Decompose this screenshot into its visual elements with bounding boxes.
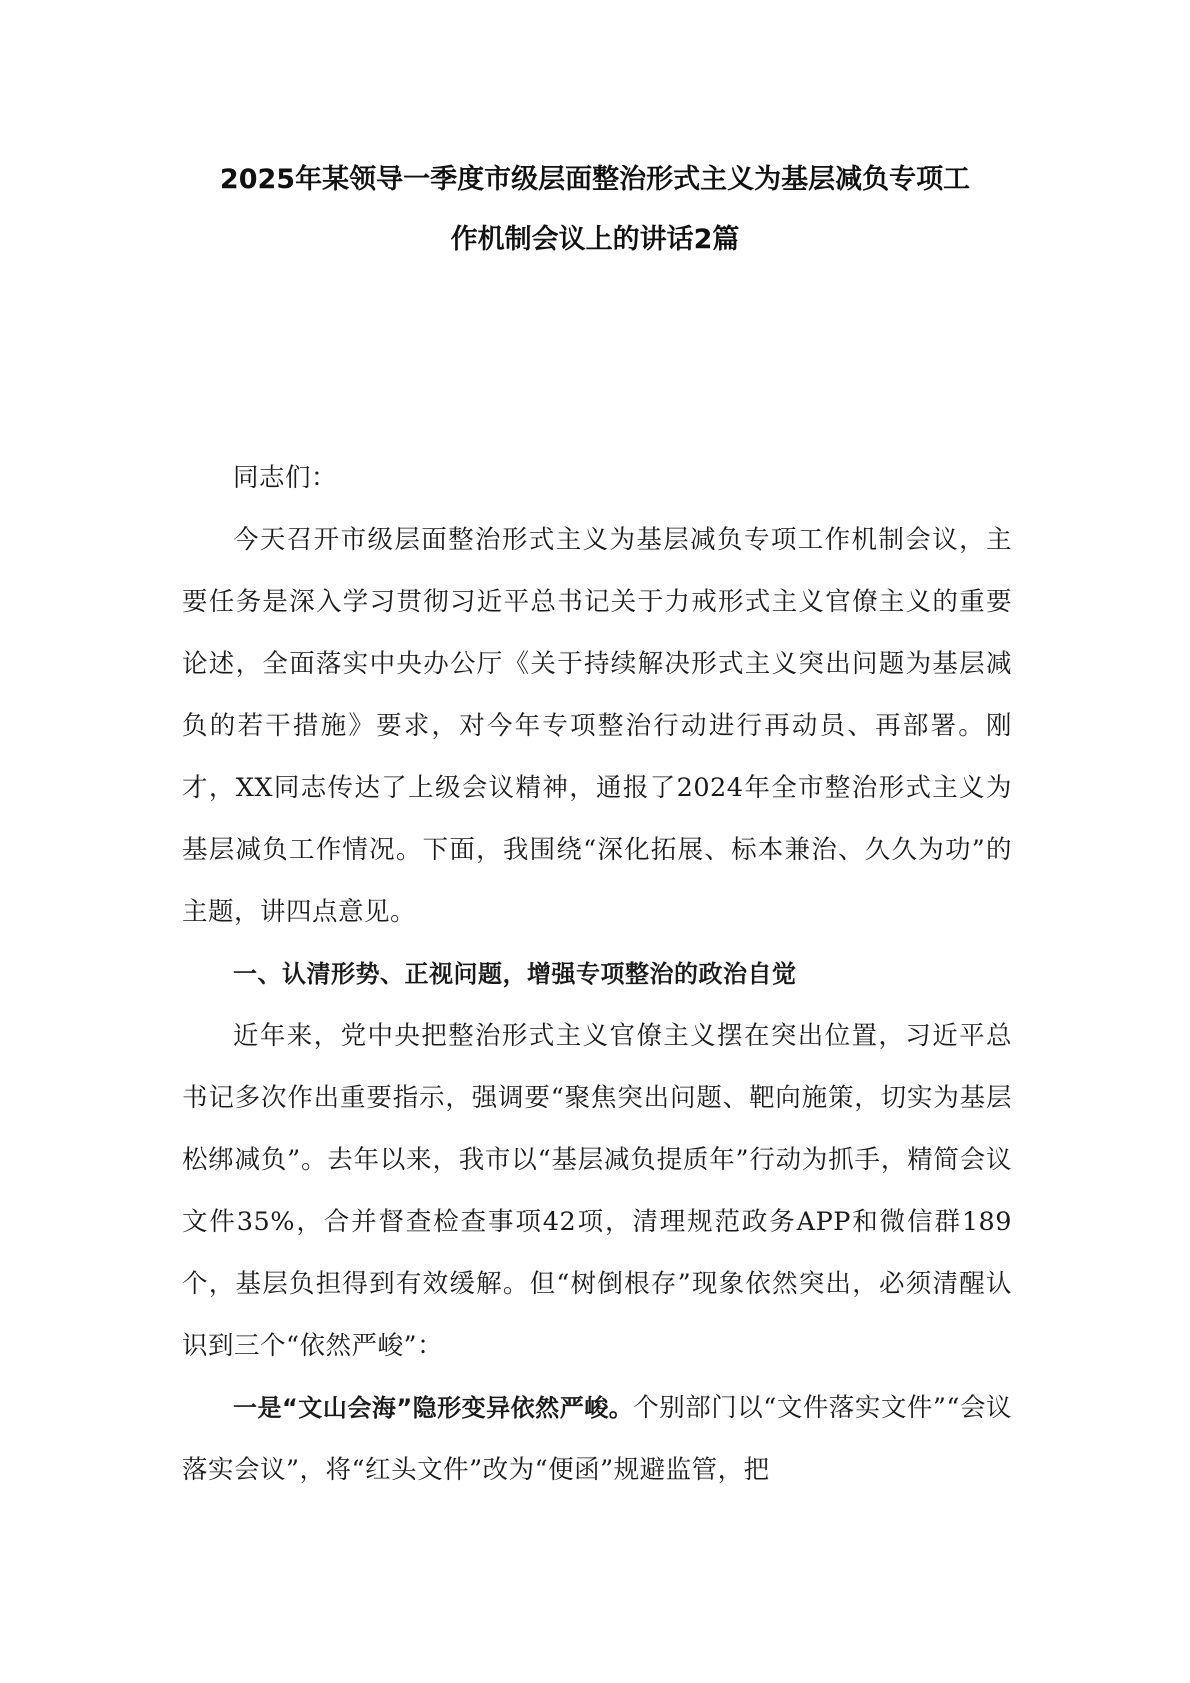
point-1-text: 个别部门以“文件落实文件”“会议落实会议”，将“红头文件”改为“便函”规避监管，把 (182, 1393, 1012, 1485)
point-1-paragraph (182, 1377, 1012, 1501)
document-body (182, 447, 1012, 1501)
salutation: 同志们： (233, 463, 338, 493)
point-1-lead: 一是“文山会海”隐形变异依然严峻。 (233, 1394, 634, 1422)
section-1-heading: 一、认清形势、正视问题，增强专项整治的政治自觉 (233, 960, 797, 988)
title-line-1: 2025年某领导一季度市级层面整治形式主义为基层减负专项工 (219, 164, 971, 195)
section-1-paragraph: 近年来，党中央把整治形式主义官僚主义摆在突出位置，习近平总书记多次作出重要指示，强调要“聚焦突出问题、靶向施策，切实为基层松绑减负”。去年以来，我市以“基层减负提质年”行动为抓手，精简会议文件35%，合并督查检查事项42项，清理规范政务APP和微信群189个，基层负担得到有效缓解。但“树倒根存”现象依然突出，必须清醒认识到三个“依然严峻”： (182, 1021, 1012, 1361)
title-line-2: 作机制会议上的讲话2篇 (450, 224, 740, 255)
document-title (180, 150, 1010, 270)
intro-paragraph: 今天召开市级层面整治形式主义为基层减负专项工作机制会议，主要任务是深入学习贯彻习近平总书记关于力戒形式主义官僚主义的重要论述，全面落实中央办公厅《关于持续解决形式主义突出问题为基层减负的若干措施》要求，对今年专项整治行动进行再动员、再部署。刚才，XX同志传达了上级会议精神，通报了2024年全市整治形式主义为基层减负工作情况。下面，我围绕“深化拓展、标本兼治、久久为功”的主题，讲四点意见。 (182, 525, 1012, 927)
